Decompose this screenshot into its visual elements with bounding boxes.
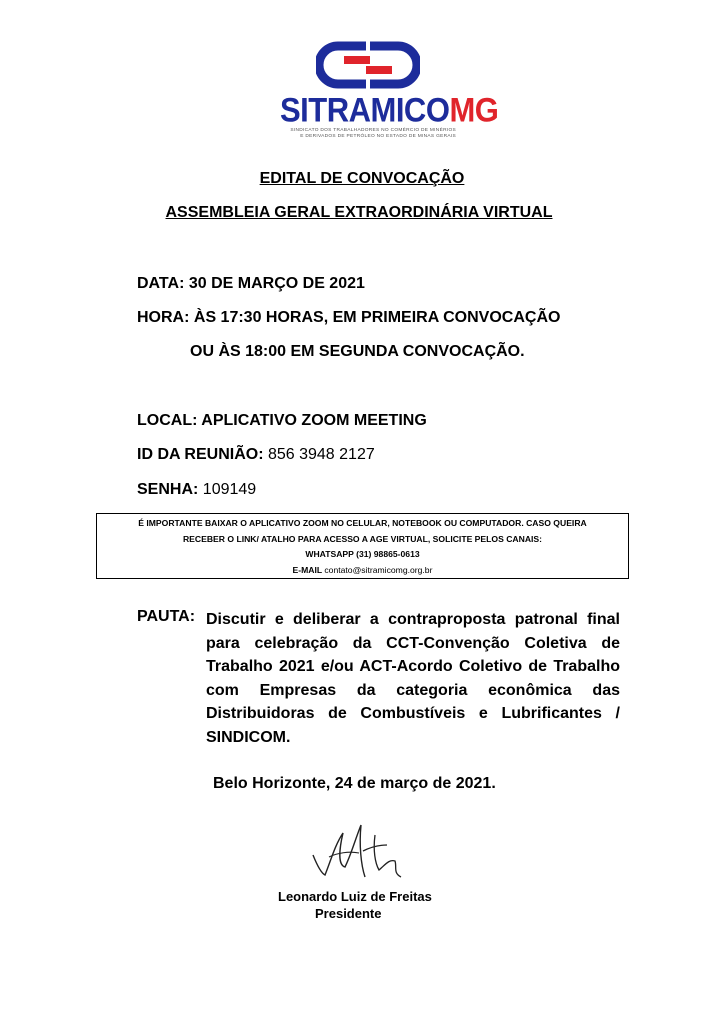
- page-subtitle: ASSEMBLEIA GERAL EXTRAORDINÁRIA VIRTUAL: [165, 204, 553, 221]
- meeting-id: [137, 446, 375, 464]
- logo-name-red: MG: [449, 90, 499, 130]
- meeting-password: [137, 481, 256, 499]
- page-title: EDITAL DE CONVOCAÇÃO: [259, 170, 465, 187]
- meeting-location: LOCAL: APLICATIVO ZOOM MEETING: [137, 412, 427, 429]
- logo-subtitle-line1: SINDICATO DOS TRABALHADORES NO COMÉRCIO DE MINÉRIOS: [290, 128, 456, 133]
- notice-box: [96, 513, 629, 579]
- logo-name-blue: SITRAMICO: [280, 90, 450, 130]
- notice-whatsapp: WHATSAPP (31) 98865-0613: [305, 549, 420, 559]
- notice-line1: É IMPORTANTE BAIXAR O APLICATIVO ZOOM NO CELULAR, NOTEBOOK OU COMPUTADOR. CASO QUEIRA: [138, 518, 587, 528]
- meeting-id-label: ID DA REUNIÃO:: [137, 446, 264, 463]
- chain-link-logo-icon: [316, 40, 420, 90]
- signer-role: Presidente: [315, 906, 382, 921]
- meeting-time-second: OU ÀS 18:00 EM SEGUNDA CONVOCAÇÃO.: [190, 343, 525, 360]
- handwritten-signature: [305, 815, 415, 885]
- meeting-password-value: 109149: [198, 481, 257, 498]
- notice-email-label: E-MAIL: [292, 564, 325, 575]
- notice-line2: RECEBER O LINK/ ATALHO PARA ACESSO A AGE VIRTUAL, SOLICITE PELOS CANAIS:: [182, 533, 543, 544]
- logo-subtitle: [286, 128, 456, 140]
- meeting-password-label: SENHA:: [137, 481, 199, 498]
- notice-email-link[interactable]: contato@sitramicomg.org.br: [324, 564, 433, 575]
- logo-subtitle-line2: E DERIVADOS DE PETRÓLEO NO ESTADO DE MINAS GERAIS: [300, 134, 456, 139]
- agenda-label: PAUTA:: [137, 608, 196, 625]
- meeting-date: DATA: 30 DE MARÇO DE 2021: [137, 275, 365, 292]
- agenda-text: Discutir e deliberar a contraproposta patronal final para celebração da CCT-Convenção Coletiva de Trabalho 2021 e/ou ACT-Acordo Coletivo de Trabalho com Empresas da categoria econômica das Distribuidoras de Combustíveis e Lubrificantes / SINDICOM.: [206, 611, 620, 746]
- signer-name: Leonardo Luiz de Freitas: [278, 889, 432, 904]
- notice-email: [97, 563, 628, 579]
- meeting-time-first: HORA: ÀS 17:30 HORAS, EM PRIMEIRA CONVOCAÇÃO: [137, 309, 561, 326]
- meeting-id-value: 856 3948 2127: [263, 446, 375, 463]
- logo-wordmark: [280, 90, 499, 130]
- union-logo: [280, 40, 499, 140]
- place-date: Belo Horizonte, 24 de março de 2021.: [213, 775, 496, 792]
